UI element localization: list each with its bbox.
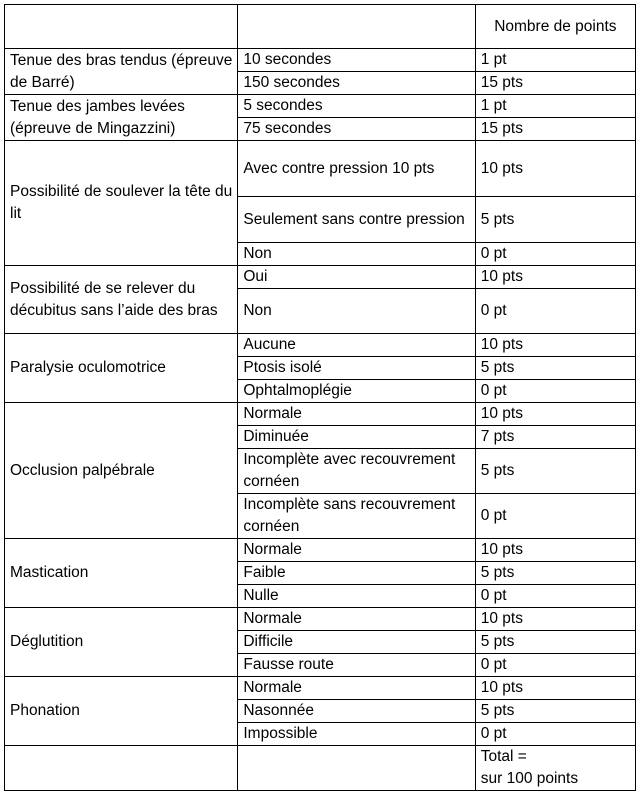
table-row <box>5 95 636 118</box>
header-row <box>5 5 636 49</box>
option-cell: Difficile <box>238 631 475 654</box>
option-cell: 5 secondes <box>238 95 475 118</box>
criterion-cell: Mastication <box>5 539 238 608</box>
option-cell: Ophtalmoplégie <box>238 380 475 403</box>
option-cell: Avec contre pression 10 pts <box>238 141 475 197</box>
option-cell: 75 secondes <box>238 118 475 141</box>
option-cell: 10 secondes <box>238 49 475 72</box>
criterion-cell: Tenue des jambes levées (épreuve de Mingazzini) <box>5 95 238 141</box>
criterion-cell: Occlusion palpébrale <box>5 403 238 539</box>
table-row <box>5 334 636 357</box>
total-scale-label: sur 100 points <box>480 770 579 787</box>
table-row <box>5 608 636 631</box>
points-cell: 5 pts <box>475 700 635 723</box>
points-cell: 1 pt <box>475 95 635 118</box>
option-cell: Normale <box>238 539 475 562</box>
points-cell: 5 pts <box>475 562 635 585</box>
option-cell: Normale <box>238 677 475 700</box>
points-cell: 5 pts <box>475 197 635 243</box>
table-row <box>5 49 636 72</box>
points-cell: 15 pts <box>475 118 635 141</box>
points-cell: 10 pts <box>475 334 635 357</box>
option-cell: Faible <box>238 562 475 585</box>
criterion-cell: Possibilité de se relever du décubitus sans l’aide des bras <box>5 266 238 334</box>
points-cell: 1 pt <box>475 49 635 72</box>
table-row <box>5 677 636 700</box>
points-cell: 15 pts <box>475 72 635 95</box>
points-cell: 5 pts <box>475 357 635 380</box>
criterion-cell: Tenue des bras tendus (épreuve de Barré) <box>5 49 238 95</box>
total-label: Total = <box>480 748 527 765</box>
option-cell: Aucune <box>238 334 475 357</box>
header-option-cell <box>238 5 475 49</box>
option-cell: Normale <box>238 608 475 631</box>
points-cell: 5 pts <box>475 449 635 494</box>
points-cell: 10 pts <box>475 608 635 631</box>
scoring-table-body <box>5 5 636 791</box>
points-cell: 0 pt <box>475 585 635 608</box>
header-criterion-cell <box>5 5 238 49</box>
table-row <box>5 539 636 562</box>
option-cell: Seulement sans contre pression <box>238 197 475 243</box>
criterion-cell: Possibilité de soulever la tête du lit <box>5 141 238 266</box>
points-cell: 10 pts <box>475 677 635 700</box>
option-cell: Incomplète sans recouvrement cornéen <box>238 494 475 539</box>
points-cell: 10 pts <box>475 539 635 562</box>
points-cell: 10 pts <box>475 266 635 289</box>
header-points-cell: Nombre de points <box>475 5 635 49</box>
points-cell: 10 pts <box>475 141 635 197</box>
option-cell: Non <box>238 243 475 266</box>
points-cell: 0 pt <box>475 380 635 403</box>
option-cell: Nasonnée <box>238 700 475 723</box>
table-row <box>5 266 636 289</box>
option-cell: Non <box>238 289 475 334</box>
table-row <box>5 141 636 197</box>
option-cell: Nulle <box>238 585 475 608</box>
points-cell: 0 pt <box>475 723 635 746</box>
option-cell: Oui <box>238 266 475 289</box>
points-cell: 0 pt <box>475 654 635 677</box>
option-cell: Diminuée <box>238 426 475 449</box>
points-cell: 10 pts <box>475 403 635 426</box>
points-cell: 5 pts <box>475 631 635 654</box>
criterion-cell: Phonation <box>5 677 238 746</box>
points-cell: 0 pt <box>475 289 635 334</box>
table-row <box>5 403 636 426</box>
criterion-cell: Paralysie oculomotrice <box>5 334 238 403</box>
scoring-table <box>4 4 636 791</box>
points-cell: 0 pt <box>475 243 635 266</box>
option-cell: Fausse route <box>238 654 475 677</box>
criterion-cell: Déglutition <box>5 608 238 677</box>
points-cell: 7 pts <box>475 426 635 449</box>
option-cell: Normale <box>238 403 475 426</box>
option-cell: Impossible <box>238 723 475 746</box>
option-cell: Ptosis isolé <box>238 357 475 380</box>
option-cell: Incomplète avec recouvrement cornéen <box>238 449 475 494</box>
points-cell: 0 pt <box>475 494 635 539</box>
option-cell: 150 secondes <box>238 72 475 95</box>
